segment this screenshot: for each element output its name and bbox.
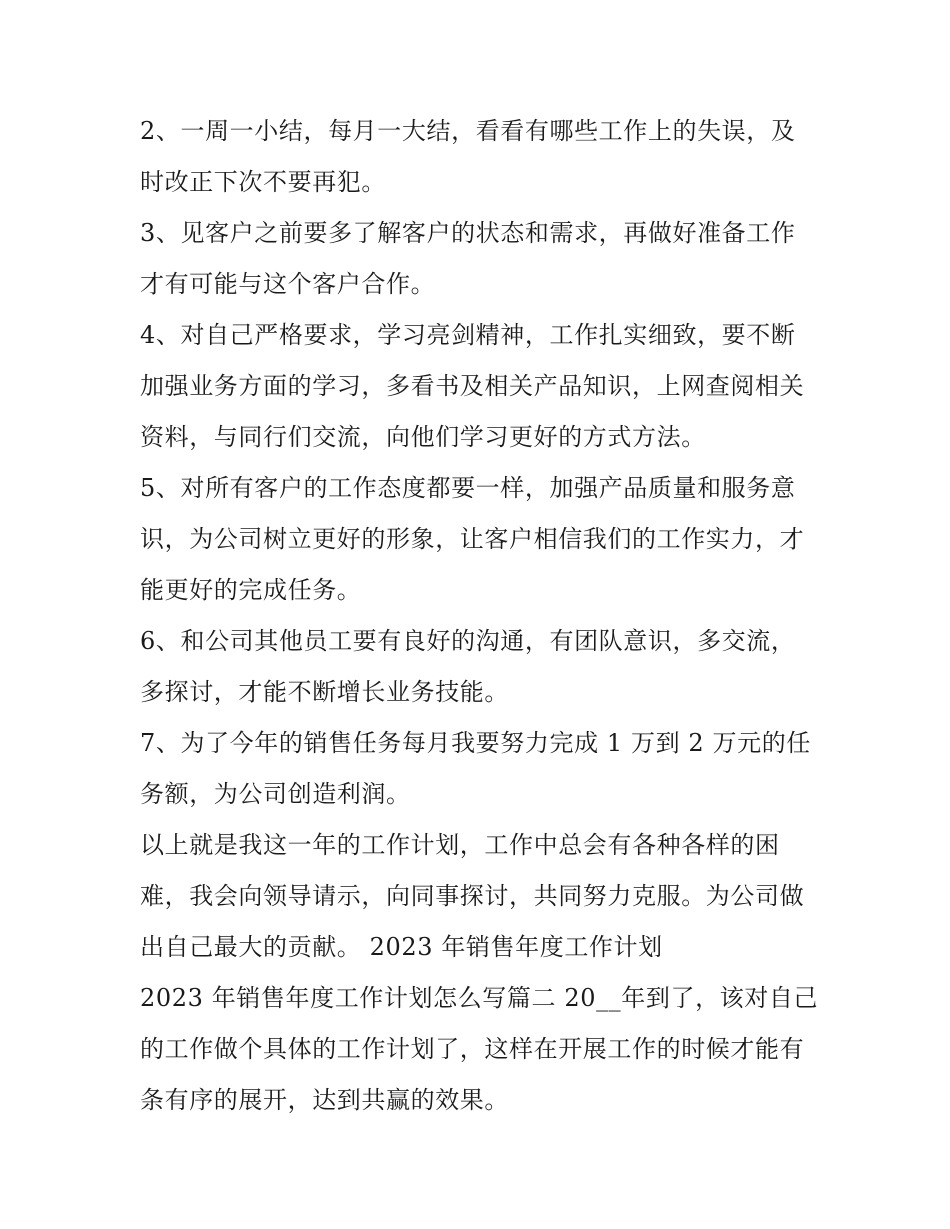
text-line: 2023 年销售年度工作计划怎么写篇二 20__年到了，该对自己 bbox=[140, 984, 819, 1012]
text-line: 2、一周一小结，每月一大结，看看有哪些工作上的失误，及 bbox=[140, 117, 796, 145]
paragraph-item-2 bbox=[140, 106, 820, 208]
text-line: 务额，为公司创造利润。 bbox=[140, 780, 411, 808]
text-line: 识，为公司树立更好的形象，让客户相信我们的工作实力，才 bbox=[140, 525, 805, 553]
text-line: 3、见客户之前要多了解客户的状态和需求，再做好准备工作 bbox=[140, 219, 796, 247]
document-body bbox=[140, 106, 820, 1126]
paragraph-part-two-intro bbox=[140, 973, 820, 1126]
text-line: 加强业务方面的学习，多看书及相关产品知识，上网查阅相关 bbox=[140, 372, 805, 400]
paragraph-item-3 bbox=[140, 208, 820, 310]
text-line: 出自己最大的贡献。 2023 年销售年度工作计划 bbox=[140, 933, 663, 961]
text-line: 能更好的完成任务。 bbox=[140, 576, 362, 604]
paragraph-item-5 bbox=[140, 463, 820, 616]
text-line: 难，我会向领导请示，向同事探讨，共同努力克服。为公司做 bbox=[140, 882, 805, 910]
text-line: 7、为了今年的销售任务每月我要努力完成 1 万到 2 万元的任 bbox=[140, 729, 811, 757]
text-line: 4、对自己严格要求，学习亮剑精神，工作扎实细致，要不断 bbox=[140, 321, 796, 349]
text-line: 时改正下次不要再犯。 bbox=[140, 168, 386, 196]
text-line: 6、和公司其他员工要有良好的沟通，有团队意识，多交流， bbox=[140, 627, 796, 655]
text-line: 条有序的展开，达到共赢的效果。 bbox=[140, 1086, 509, 1114]
paragraph-item-4 bbox=[140, 310, 820, 463]
text-line: 5、对所有客户的工作态度都要一样，加强产品质量和服务意 bbox=[140, 474, 796, 502]
text-line: 以上就是我这一年的工作计划，工作中总会有各种各样的困 bbox=[140, 831, 780, 859]
text-line: 多探讨，才能不断增长业务技能。 bbox=[140, 678, 509, 706]
paragraph-item-7 bbox=[140, 718, 820, 820]
paragraph-summary bbox=[140, 820, 820, 973]
text-line: 资料，与同行们交流，向他们学习更好的方式方法。 bbox=[140, 423, 706, 451]
paragraph-item-6 bbox=[140, 616, 820, 718]
text-line: 的工作做个具体的工作计划了，这样在开展工作的时候才能有 bbox=[140, 1035, 805, 1063]
text-line: 才有可能与这个客户合作。 bbox=[140, 270, 436, 298]
